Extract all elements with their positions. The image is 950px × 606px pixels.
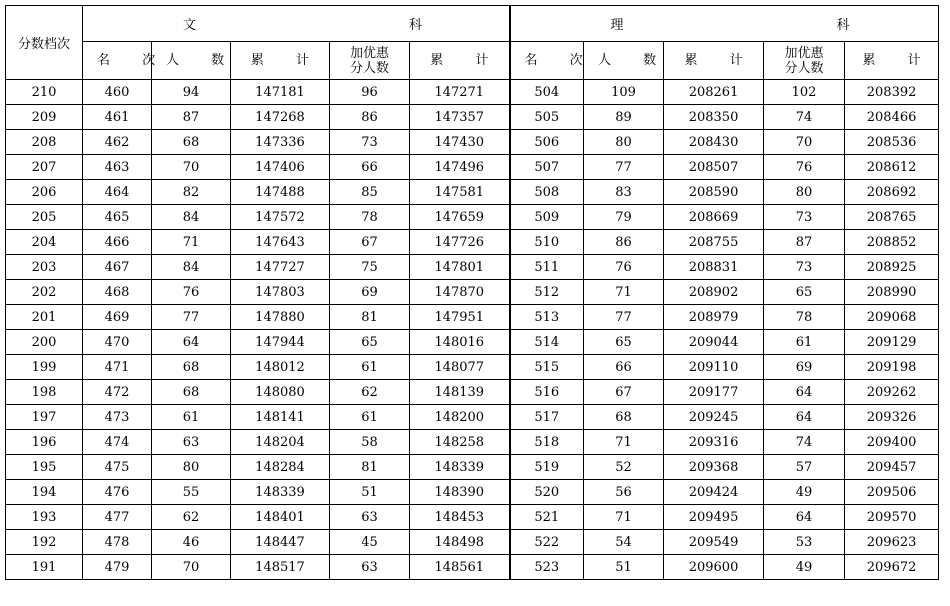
liberal-rank-cell: 470 <box>83 330 152 355</box>
score-level-cell: 208 <box>6 130 83 155</box>
science-bonus-count-cell: 102 <box>764 80 845 105</box>
science-bonus-count-cell: 57 <box>764 455 845 480</box>
table-row <box>6 505 939 530</box>
col-bonus-count-header: 加优惠 分人数 <box>330 42 410 80</box>
liberal-bonus-count-cell: 86 <box>330 105 410 130</box>
science-cumulative-cell: 209368 <box>664 455 764 480</box>
liberal-count-cell: 62 <box>152 505 231 530</box>
liberal-cumulative-cell: 147944 <box>231 330 330 355</box>
liberal-bonus-cumulative-cell: 147271 <box>410 80 510 105</box>
liberal-rank-cell: 468 <box>83 280 152 305</box>
science-count-cell: 66 <box>584 355 664 380</box>
score-level-cell: 207 <box>6 155 83 180</box>
liberal-cumulative-cell: 147572 <box>231 205 330 230</box>
science-rank-cell: 511 <box>510 255 584 280</box>
score-level-cell: 210 <box>6 80 83 105</box>
science-bonus-cumulative-cell: 209623 <box>845 530 939 555</box>
liberal-count-cell: 68 <box>152 355 231 380</box>
score-distribution-table <box>5 5 950 580</box>
table-row <box>6 330 939 355</box>
liberal-rank-cell: 473 <box>83 405 152 430</box>
liberal-cumulative-cell: 148517 <box>231 555 330 580</box>
liberal-arts-header: 文 科 <box>83 6 510 42</box>
table-row <box>6 380 939 405</box>
col-count-header: 人 数 <box>152 42 231 80</box>
science-bonus-count-cell: 61 <box>764 330 845 355</box>
science-rank-cell: 508 <box>510 180 584 205</box>
col-bonus-cumulative-header: 累 计 <box>845 42 939 80</box>
science-count-cell: 54 <box>584 530 664 555</box>
liberal-bonus-count-cell: 51 <box>330 480 410 505</box>
science-count-cell: 67 <box>584 380 664 405</box>
science-bonus-cumulative-cell: 208392 <box>845 80 939 105</box>
table-row <box>6 80 939 105</box>
science-count-cell: 56 <box>584 480 664 505</box>
science-bonus-count-cell: 74 <box>764 105 845 130</box>
table-row <box>6 480 939 505</box>
science-rank-cell: 515 <box>510 355 584 380</box>
table-row <box>6 255 939 280</box>
science-cumulative-cell: 208507 <box>664 155 764 180</box>
liberal-rank-cell: 467 <box>83 255 152 280</box>
liberal-rank-cell: 478 <box>83 530 152 555</box>
science-bonus-cumulative-cell: 208692 <box>845 180 939 205</box>
liberal-rank-cell: 460 <box>83 80 152 105</box>
science-count-cell: 68 <box>584 405 664 430</box>
science-bonus-count-cell: 73 <box>764 205 845 230</box>
science-count-cell: 76 <box>584 255 664 280</box>
col-rank-header: 名 次 <box>83 42 152 80</box>
score-level-cell: 191 <box>6 555 83 580</box>
science-bonus-cumulative-cell: 208990 <box>845 280 939 305</box>
science-bonus-count-cell: 49 <box>764 555 845 580</box>
liberal-bonus-count-cell: 85 <box>330 180 410 205</box>
liberal-count-cell: 84 <box>152 205 231 230</box>
table-row <box>6 205 939 230</box>
liberal-bonus-count-cell: 63 <box>330 505 410 530</box>
science-cumulative-cell: 209549 <box>664 530 764 555</box>
science-cumulative-cell: 208430 <box>664 130 764 155</box>
col-bonus-count-header: 加优惠 分人数 <box>764 42 845 80</box>
liberal-rank-cell: 474 <box>83 430 152 455</box>
liberal-bonus-cumulative-cell: 148390 <box>410 480 510 505</box>
science-bonus-count-cell: 70 <box>764 130 845 155</box>
science-count-cell: 71 <box>584 280 664 305</box>
liberal-bonus-count-cell: 81 <box>330 455 410 480</box>
science-bonus-cumulative-cell: 209129 <box>845 330 939 355</box>
science-rank-cell: 506 <box>510 130 584 155</box>
liberal-bonus-cumulative-cell: 148258 <box>410 430 510 455</box>
science-count-cell: 71 <box>584 505 664 530</box>
liberal-rank-cell: 477 <box>83 505 152 530</box>
liberal-count-cell: 70 <box>152 155 231 180</box>
science-rank-cell: 521 <box>510 505 584 530</box>
liberal-bonus-cumulative-cell: 147430 <box>410 130 510 155</box>
science-bonus-cumulative-cell: 209198 <box>845 355 939 380</box>
science-bonus-cumulative-cell: 209326 <box>845 405 939 430</box>
science-bonus-cumulative-cell: 209672 <box>845 555 939 580</box>
liberal-cumulative-cell: 148339 <box>231 480 330 505</box>
science-bonus-cumulative-cell: 208612 <box>845 155 939 180</box>
liberal-cumulative-cell: 148401 <box>231 505 330 530</box>
science-rank-cell: 519 <box>510 455 584 480</box>
table-row <box>6 405 939 430</box>
science-cumulative-cell: 208590 <box>664 180 764 205</box>
score-level-cell: 203 <box>6 255 83 280</box>
liberal-count-cell: 80 <box>152 455 231 480</box>
science-bonus-count-cell: 69 <box>764 355 845 380</box>
science-cumulative-cell: 208669 <box>664 205 764 230</box>
science-rank-cell: 507 <box>510 155 584 180</box>
science-bonus-count-cell: 64 <box>764 505 845 530</box>
liberal-cumulative-cell: 148204 <box>231 430 330 455</box>
liberal-bonus-cumulative-cell: 147726 <box>410 230 510 255</box>
table-row <box>6 305 939 330</box>
science-bonus-count-cell: 65 <box>764 280 845 305</box>
science-bonus-count-cell: 80 <box>764 180 845 205</box>
table-row <box>6 180 939 205</box>
liberal-bonus-cumulative-cell: 148016 <box>410 330 510 355</box>
table-row <box>6 455 939 480</box>
liberal-count-cell: 55 <box>152 480 231 505</box>
science-bonus-cumulative-cell: 209068 <box>845 305 939 330</box>
liberal-count-cell: 46 <box>152 530 231 555</box>
science-rank-cell: 504 <box>510 80 584 105</box>
science-rank-cell: 518 <box>510 430 584 455</box>
table-row <box>6 530 939 555</box>
liberal-count-cell: 63 <box>152 430 231 455</box>
score-level-cell: 192 <box>6 530 83 555</box>
liberal-count-cell: 94 <box>152 80 231 105</box>
liberal-bonus-cumulative-cell: 147581 <box>410 180 510 205</box>
liberal-bonus-count-cell: 67 <box>330 230 410 255</box>
science-rank-cell: 520 <box>510 480 584 505</box>
liberal-bonus-count-cell: 58 <box>330 430 410 455</box>
liberal-bonus-count-cell: 63 <box>330 555 410 580</box>
liberal-cumulative-cell: 147727 <box>231 255 330 280</box>
science-bonus-cumulative-cell: 208852 <box>845 230 939 255</box>
science-count-cell: 79 <box>584 205 664 230</box>
liberal-bonus-cumulative-cell: 148200 <box>410 405 510 430</box>
table-row <box>6 130 939 155</box>
liberal-bonus-count-cell: 78 <box>330 205 410 230</box>
liberal-bonus-cumulative-cell: 148561 <box>410 555 510 580</box>
science-rank-cell: 513 <box>510 305 584 330</box>
liberal-bonus-count-cell: 69 <box>330 280 410 305</box>
liberal-bonus-cumulative-cell: 148339 <box>410 455 510 480</box>
score-level-cell: 193 <box>6 505 83 530</box>
science-bonus-cumulative-cell: 209457 <box>845 455 939 480</box>
science-count-cell: 109 <box>584 80 664 105</box>
science-count-cell: 83 <box>584 180 664 205</box>
liberal-rank-cell: 471 <box>83 355 152 380</box>
liberal-bonus-cumulative-cell: 148498 <box>410 530 510 555</box>
liberal-cumulative-cell: 147406 <box>231 155 330 180</box>
score-level-cell: 206 <box>6 180 83 205</box>
table-row <box>6 430 939 455</box>
science-count-cell: 80 <box>584 130 664 155</box>
liberal-rank-cell: 461 <box>83 105 152 130</box>
score-level-header: 分数档次 <box>6 6 83 80</box>
score-level-cell: 199 <box>6 355 83 380</box>
liberal-rank-cell: 472 <box>83 380 152 405</box>
science-count-cell: 52 <box>584 455 664 480</box>
science-cumulative-cell: 208755 <box>664 230 764 255</box>
science-rank-cell: 505 <box>510 105 584 130</box>
science-count-cell: 77 <box>584 305 664 330</box>
science-bonus-cumulative-cell: 209262 <box>845 380 939 405</box>
liberal-bonus-cumulative-cell: 147951 <box>410 305 510 330</box>
score-level-cell: 194 <box>6 480 83 505</box>
science-bonus-count-cell: 78 <box>764 305 845 330</box>
liberal-count-cell: 70 <box>152 555 231 580</box>
science-rank-cell: 517 <box>510 405 584 430</box>
science-cumulative-cell: 209495 <box>664 505 764 530</box>
liberal-cumulative-cell: 148012 <box>231 355 330 380</box>
liberal-bonus-cumulative-cell: 147659 <box>410 205 510 230</box>
science-rank-cell: 512 <box>510 280 584 305</box>
liberal-count-cell: 77 <box>152 305 231 330</box>
science-bonus-cumulative-cell: 208765 <box>845 205 939 230</box>
science-cumulative-cell: 208261 <box>664 80 764 105</box>
science-rank-cell: 522 <box>510 530 584 555</box>
liberal-bonus-cumulative-cell: 147870 <box>410 280 510 305</box>
liberal-count-cell: 61 <box>152 405 231 430</box>
col-cumulative-header: 累 计 <box>664 42 764 80</box>
score-level-cell: 197 <box>6 405 83 430</box>
liberal-bonus-count-cell: 66 <box>330 155 410 180</box>
table-row <box>6 230 939 255</box>
liberal-bonus-count-cell: 96 <box>330 80 410 105</box>
liberal-cumulative-cell: 147181 <box>231 80 330 105</box>
score-level-cell: 202 <box>6 280 83 305</box>
liberal-bonus-cumulative-cell: 147801 <box>410 255 510 280</box>
science-bonus-cumulative-cell: 208536 <box>845 130 939 155</box>
score-level-cell: 205 <box>6 205 83 230</box>
liberal-cumulative-cell: 147803 <box>231 280 330 305</box>
science-cumulative-cell: 208831 <box>664 255 764 280</box>
science-bonus-cumulative-cell: 208466 <box>845 105 939 130</box>
liberal-rank-cell: 466 <box>83 230 152 255</box>
science-cumulative-cell: 209316 <box>664 430 764 455</box>
science-bonus-cumulative-cell: 209506 <box>845 480 939 505</box>
liberal-count-cell: 71 <box>152 230 231 255</box>
science-cumulative-cell: 208902 <box>664 280 764 305</box>
liberal-bonus-count-cell: 81 <box>330 305 410 330</box>
liberal-rank-cell: 464 <box>83 180 152 205</box>
liberal-bonus-cumulative-cell: 148453 <box>410 505 510 530</box>
liberal-count-cell: 68 <box>152 380 231 405</box>
col-rank-header: 名 次 <box>510 42 584 80</box>
science-cumulative-cell: 209044 <box>664 330 764 355</box>
science-cumulative-cell: 208350 <box>664 105 764 130</box>
liberal-rank-cell: 475 <box>83 455 152 480</box>
science-bonus-count-cell: 73 <box>764 255 845 280</box>
liberal-cumulative-cell: 148141 <box>231 405 330 430</box>
science-bonus-count-cell: 64 <box>764 405 845 430</box>
liberal-bonus-count-cell: 62 <box>330 380 410 405</box>
table-body <box>6 80 939 580</box>
science-rank-cell: 509 <box>510 205 584 230</box>
score-level-cell: 196 <box>6 430 83 455</box>
science-bonus-count-cell: 53 <box>764 530 845 555</box>
science-cumulative-cell: 208979 <box>664 305 764 330</box>
science-rank-cell: 514 <box>510 330 584 355</box>
science-bonus-cumulative-cell: 208925 <box>845 255 939 280</box>
score-level-cell: 209 <box>6 105 83 130</box>
science-header: 理 科 <box>510 6 939 42</box>
table-row <box>6 105 939 130</box>
table-row <box>6 280 939 305</box>
science-rank-cell: 523 <box>510 555 584 580</box>
score-level-cell: 195 <box>6 455 83 480</box>
science-cumulative-cell: 209177 <box>664 380 764 405</box>
science-count-cell: 65 <box>584 330 664 355</box>
science-bonus-count-cell: 74 <box>764 430 845 455</box>
science-rank-cell: 516 <box>510 380 584 405</box>
table-row <box>6 355 939 380</box>
liberal-rank-cell: 479 <box>83 555 152 580</box>
science-cumulative-cell: 209110 <box>664 355 764 380</box>
science-count-cell: 71 <box>584 430 664 455</box>
liberal-cumulative-cell: 147336 <box>231 130 330 155</box>
liberal-rank-cell: 476 <box>83 480 152 505</box>
science-bonus-count-cell: 49 <box>764 480 845 505</box>
science-cumulative-cell: 209245 <box>664 405 764 430</box>
liberal-count-cell: 64 <box>152 330 231 355</box>
liberal-cumulative-cell: 148284 <box>231 455 330 480</box>
science-cumulative-cell: 209600 <box>664 555 764 580</box>
science-count-cell: 89 <box>584 105 664 130</box>
liberal-bonus-count-cell: 73 <box>330 130 410 155</box>
liberal-bonus-count-cell: 45 <box>330 530 410 555</box>
score-level-cell: 204 <box>6 230 83 255</box>
science-bonus-count-cell: 64 <box>764 380 845 405</box>
liberal-cumulative-cell: 148080 <box>231 380 330 405</box>
liberal-bonus-count-cell: 65 <box>330 330 410 355</box>
col-count-header: 人 数 <box>584 42 664 80</box>
liberal-bonus-cumulative-cell: 148077 <box>410 355 510 380</box>
liberal-count-cell: 84 <box>152 255 231 280</box>
science-bonus-count-cell: 87 <box>764 230 845 255</box>
score-level-cell: 200 <box>6 330 83 355</box>
liberal-cumulative-cell: 147268 <box>231 105 330 130</box>
liberal-cumulative-cell: 147488 <box>231 180 330 205</box>
liberal-rank-cell: 462 <box>83 130 152 155</box>
liberal-bonus-count-cell: 75 <box>330 255 410 280</box>
liberal-count-cell: 82 <box>152 180 231 205</box>
liberal-count-cell: 76 <box>152 280 231 305</box>
score-level-cell: 198 <box>6 380 83 405</box>
science-bonus-cumulative-cell: 209570 <box>845 505 939 530</box>
science-count-cell: 86 <box>584 230 664 255</box>
liberal-bonus-count-cell: 61 <box>330 405 410 430</box>
score-level-cell: 201 <box>6 305 83 330</box>
liberal-bonus-count-cell: 61 <box>330 355 410 380</box>
liberal-rank-cell: 463 <box>83 155 152 180</box>
liberal-cumulative-cell: 147880 <box>231 305 330 330</box>
liberal-count-cell: 68 <box>152 130 231 155</box>
liberal-count-cell: 87 <box>152 105 231 130</box>
liberal-bonus-cumulative-cell: 147357 <box>410 105 510 130</box>
science-count-cell: 51 <box>584 555 664 580</box>
liberal-bonus-cumulative-cell: 147496 <box>410 155 510 180</box>
science-bonus-count-cell: 76 <box>764 155 845 180</box>
table-row <box>6 555 939 580</box>
science-count-cell: 77 <box>584 155 664 180</box>
science-bonus-cumulative-cell: 209400 <box>845 430 939 455</box>
liberal-cumulative-cell: 147643 <box>231 230 330 255</box>
table-row <box>6 155 939 180</box>
col-bonus-cumulative-header: 累 计 <box>410 42 510 80</box>
science-cumulative-cell: 209424 <box>664 480 764 505</box>
liberal-bonus-cumulative-cell: 148139 <box>410 380 510 405</box>
col-cumulative-header: 累 计 <box>231 42 330 80</box>
science-rank-cell: 510 <box>510 230 584 255</box>
liberal-rank-cell: 465 <box>83 205 152 230</box>
liberal-cumulative-cell: 148447 <box>231 530 330 555</box>
liberal-rank-cell: 469 <box>83 305 152 330</box>
